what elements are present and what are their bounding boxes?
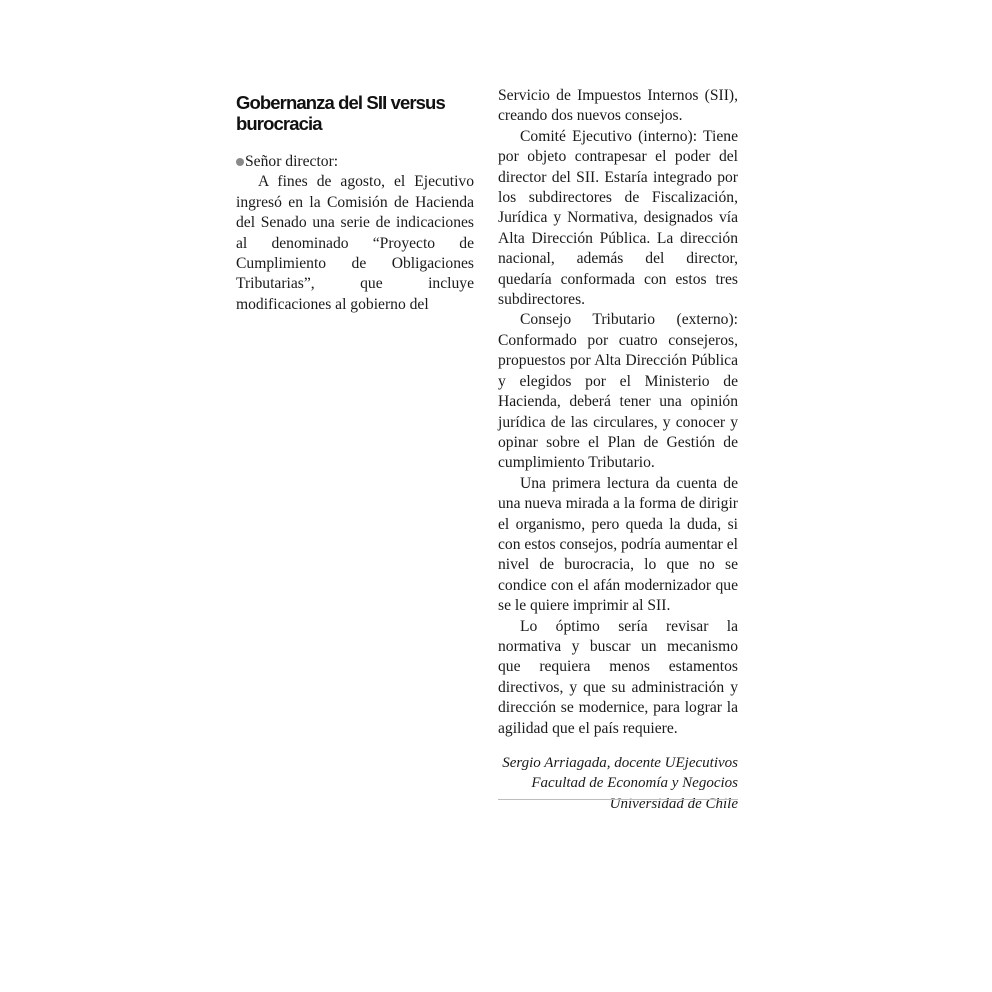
left-column <box>236 152 474 315</box>
bullet-icon <box>236 158 244 166</box>
paragraph-comite-ejecutivo: Comité Ejecutivo (interno): Tiene por objeto contrapesar el poder del director del SII. Estaría integrado por los subdirectores de Fiscalización, Jurídica y Normativa, designados vía Alta Dirección Pública. La dirección nacional, además del director, quedaría conformada con estos tres subdirectores. <box>498 127 738 309</box>
salutation-text: Señor director: <box>245 153 339 170</box>
salutation <box>236 152 474 172</box>
paragraph-primera-lectura: Una primera lectura da cuenta de una nueva mirada a la forma de dirigir el organismo, pero queda la duda, si con estos consejos, podría aumentar el nivel de burocracia, lo que no se condice con el afán modernizador que se le quiere imprimir al SII. <box>498 474 738 615</box>
right-column <box>498 86 738 814</box>
signature-faculty: Facultad de Economía y Negocios <box>531 775 738 792</box>
paragraph-conclusion: Lo óptimo sería revisar la normativa y buscar un mecanismo que requiera menos estamentos directivos, y que su administración y dirección se modernice, para lograr la agilidad que el país requiere. <box>498 617 738 737</box>
paragraph-intro: A fines de agosto, el Ejecutivo ingresó en la Comisión de Hacienda del Senado una serie de indicaciones al denominado “Proyecto de Cumplimiento de Obligaciones Tributarias”, que incluye modificaciones al gobierno del <box>236 173 474 313</box>
paragraph-intro-continued: Servicio de Impuestos Internos (SII), creando dos nuevos consejos. <box>498 87 738 125</box>
paragraph-consejo-tributario: Consejo Tributario (externo): Conformado por cuatro consejeros, propuestos por Alta Dirección Pública y elegidos por el Ministerio de Hacienda, deberá tener una opinión jurídica de las circulares, y conocer y opinar sobre el Plan de Gestión de cumplimiento Tributario. <box>498 311 738 472</box>
signature-university: Universidad de Chile <box>609 795 738 812</box>
letter-headline: Gobernanza del SII versus burocracia <box>236 92 445 134</box>
bottom-divider <box>498 799 738 800</box>
signature-name: Sergio Arriagada, docente UEjecutivos <box>502 755 738 771</box>
signature-block <box>498 753 738 814</box>
